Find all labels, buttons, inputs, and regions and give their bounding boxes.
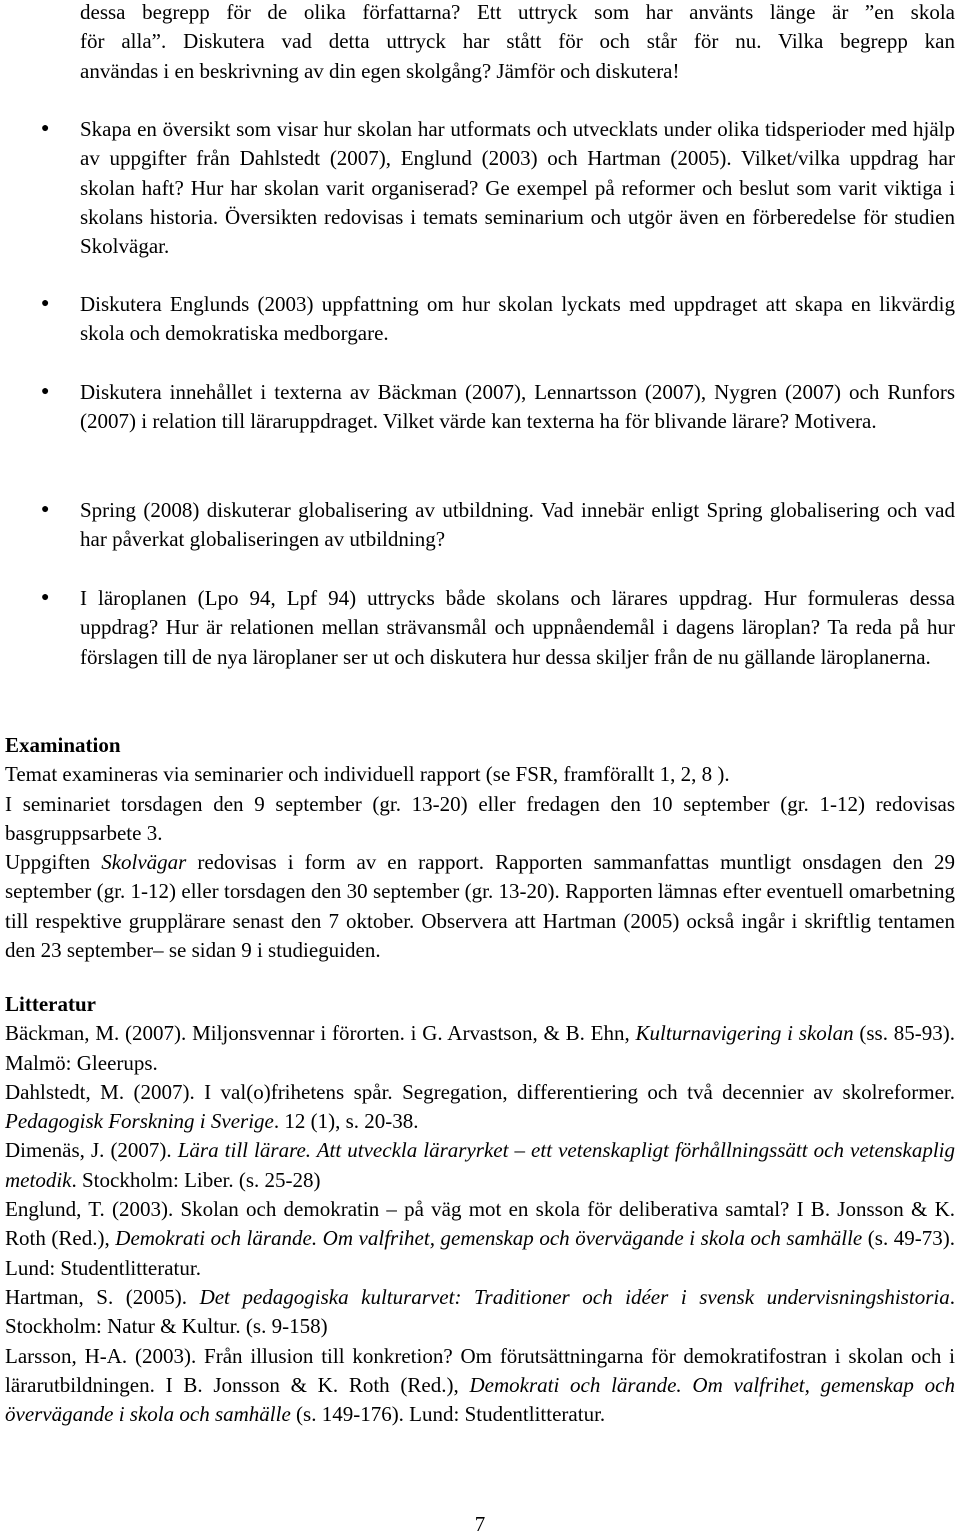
bullet-icon: ● xyxy=(41,590,50,605)
intro-line-2: för alla”. Diskutera vad detta uttryck har stått för och står för nu. Vilka begrepp kan xyxy=(80,29,955,54)
list-item: Diskutera innehållet i texterna av Bäckman (2007), Lennartsson (2007), Nygren (2007) och Runfors (2007) i relation till läraruppdraget. Vilket värde kan texterna ha för blivande lärare? Motivera. xyxy=(80,380,955,434)
examination-paragraph-3: Uppgiften Skolvägar redovisas i form av en rapport. Rapporten sammanfattas muntligt onsdagen den 29 september (gr. 1-12) eller torsdagen den 30 september (gr. 13-20). Rapporten lämnas efter eventuell omarbetning till respektive grupplärare senast den 7 oktober. Observera att Hartman (2005) också ingår i skriftlig tentamen den 23 september– se sidan 9 i studieguiden. xyxy=(5,850,955,963)
literature-heading: Litteratur xyxy=(5,992,96,1016)
literature-section xyxy=(5,990,955,1429)
list-item: Diskutera Englunds (2003) uppfattning om hur skolan lyckats med uppdraget att skapa en likvärdig skola och demokratiska medborgare. xyxy=(80,292,955,346)
list-item: I läroplanen (Lpo 94, Lpf 94) uttrycks både skolans och lärares uppdrag. Hur formuleras dessa uppdrag? Hur är relationen mellan strävansmål och uppnåendemål i dagens läroplan? Ta reda på hur förslagen till de nya läroplaner ser ut och diskutera hur dessa skiljer från de nu gällande läroplanerna. xyxy=(80,586,955,669)
list-item: Skapa en översikt som visar hur skolan har utformats och utvecklats under olika tidsperioder med hjälp av uppgifter från Dahlstedt (2007), Englund (2003) och Hartman (2005). Vilket/vilka uppdrag har skolan haft? Hur har skolan varit organiserad? Ge exempel på reformer och beslut som varit viktiga i skolans historia. Översikten redovisas i temats seminarium och utgör även en förberedelse för studien Skolvägar. xyxy=(80,117,955,259)
bullet-icon: ● xyxy=(41,121,50,136)
reference-item: Dimenäs, J. (2007). Lära till lärare. Att utveckla läraryrket – ett vetenskapligt förhållningssätt och vetenskaplig metodik. Stockholm: Liber. (s. 25-28) xyxy=(5,1138,955,1192)
intro-line-3: användas i en beskrivning av din egen skolgång? Jämför och diskutera! xyxy=(80,58,680,83)
list-item: Spring (2008) diskuterar globalisering av utbildning. Vad innebär enligt Spring globalisering och vad har påverkat globaliseringen av utbildning? xyxy=(80,498,955,552)
examination-section xyxy=(5,731,955,965)
reference-item: Dahlstedt, M. (2007). I val(o)frihetens spår. Segregation, differentiering och två decennier av skolreformer. Pedagogisk Forskning i Sverige. 12 (1), s. 20-38. xyxy=(5,1079,955,1134)
reference-item: Larsson, H-A. (2003). Från illusion till konkretion? Om förutsättningarna för demokratifostran i skolan och i lärarutbildningen. I B. Jonsson & K. Roth (Red.), Demokrati och lärande. Om valfrihet, gemenskap och övervägande i skola och samhälle (s. 149-176). Lund: Studentlitteratur. xyxy=(5,1343,955,1427)
intro-line-1: dessa begrepp för de olika författarna? Ett uttryck som har använts länge är ”en skola xyxy=(80,0,955,24)
reference-item: Bäckman, M. (2007). Miljonsvennar i förorten. i G. Arvastson, & B. Ehn, Kulturnavigering i skolan (ss. 85-93). Malmö: Gleerups. xyxy=(5,1021,956,1075)
page-number: 7 xyxy=(474,1512,486,1536)
bullet-icon: ● xyxy=(41,296,50,311)
reference-item: Englund, T. (2003). Skolan och demokratin – på väg mot en skola för deliberativa samtal? I B. Jonsson & K. Roth (Red.), Demokrati och lärande. Om valfrihet, gemenskap och övervägande i skola och samhälle (s. 49-73). Lund: Studentlitteratur. xyxy=(5,1197,955,1280)
bullet-icon: ● xyxy=(41,502,50,517)
bullet-icon: ● xyxy=(41,384,50,399)
examination-heading: Examination xyxy=(5,733,121,757)
intro-paragraph xyxy=(80,0,955,86)
reference-item: Hartman, S. (2005). Det pedagogiska kulturarvet: Traditioner och idéer i svensk undervisningshistoria. Stockholm: Natur & Kultur. (s. 9-158) xyxy=(5,1284,956,1339)
examination-paragraph-2: I seminariet torsdagen den 9 september (gr. 13-20) eller fredagen den 10 september (gr. 1-12) redovisas basgruppsarbete 3. xyxy=(5,791,955,845)
skolvagar-title: Skolvägar xyxy=(101,850,187,875)
examination-paragraph-1: Temat examineras via seminarier och individuell rapport (se FSR, framförallt 1, 2, 8 ). xyxy=(5,762,730,787)
